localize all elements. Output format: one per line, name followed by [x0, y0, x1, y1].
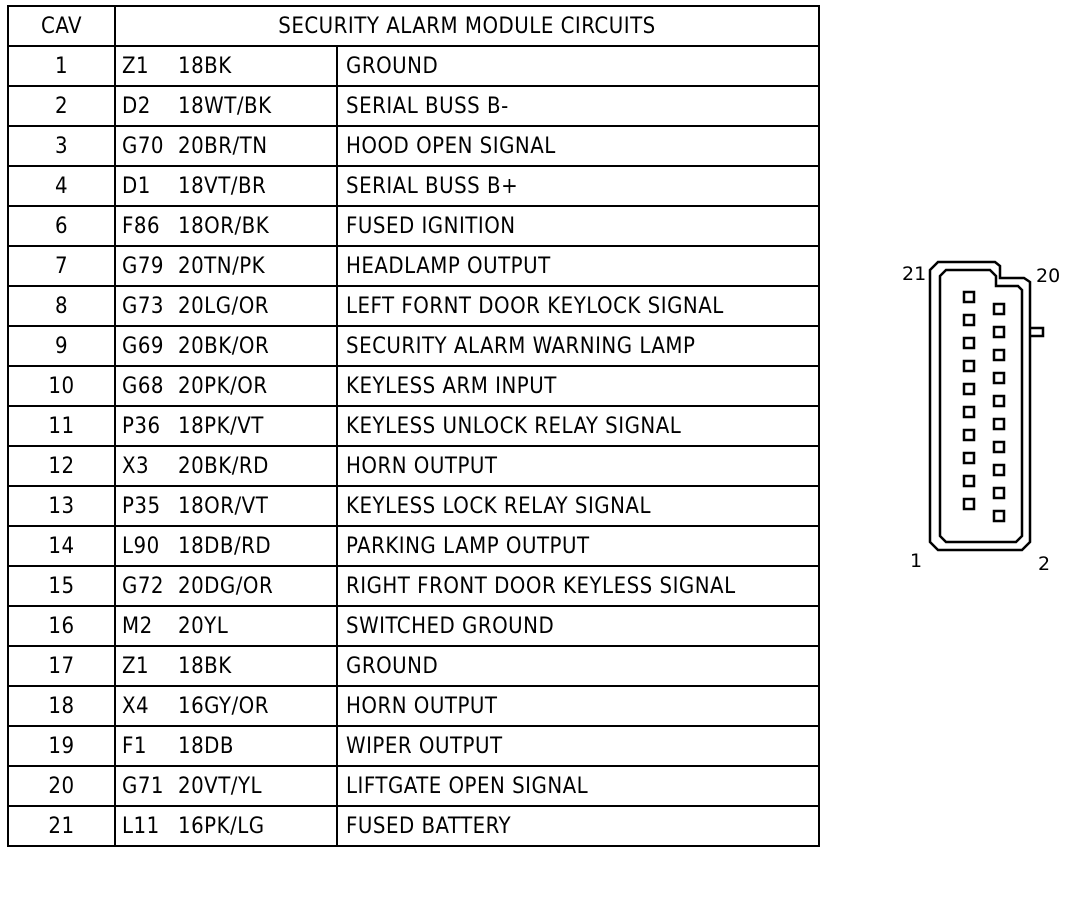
table-row	[8, 286, 819, 326]
function-cell: KEYLESS UNLOCK RELAY SIGNAL	[337, 406, 819, 446]
table-row	[8, 486, 819, 526]
table-row	[8, 646, 819, 686]
wire-color: 18DB	[178, 733, 235, 759]
wire-color: 20LG/OR	[178, 293, 270, 319]
wire-color: 18WT/BK	[178, 93, 272, 119]
cav-cell: 3	[8, 126, 115, 166]
pin-column-left	[964, 292, 974, 509]
cav-cell: 10	[8, 366, 115, 406]
function-cell: SERIAL BUSS B+	[337, 166, 819, 206]
table-row	[8, 406, 819, 446]
circuit-code: F86	[122, 213, 161, 239]
table-row	[8, 246, 819, 286]
wire-color: 20BK/RD	[178, 453, 269, 479]
cav-cell: 2	[8, 86, 115, 126]
wire-cell	[115, 406, 337, 446]
table-row	[8, 766, 819, 806]
circuit-code: Z1	[122, 53, 150, 79]
table-row	[8, 166, 819, 206]
table-row	[8, 46, 819, 86]
table-row	[8, 126, 819, 166]
circuit-code: D1	[122, 173, 151, 199]
circuit-code: X4	[122, 693, 150, 719]
function-cell: KEYLESS LOCK RELAY SIGNAL	[337, 486, 819, 526]
circuit-code: G70	[122, 133, 165, 159]
function-cell: SWITCHED GROUND	[337, 606, 819, 646]
table-row	[8, 446, 819, 486]
table-row	[8, 86, 819, 126]
circuit-table	[7, 5, 820, 847]
pin-right-3	[994, 350, 1004, 360]
connector-housing	[930, 262, 1043, 550]
pin-left-2	[964, 315, 974, 325]
wire-cell	[115, 806, 337, 846]
pin-right-2	[994, 327, 1004, 337]
pin-left-4	[964, 361, 974, 371]
cav-cell: 18	[8, 686, 115, 726]
cav-cell: 7	[8, 246, 115, 286]
cav-cell: 17	[8, 646, 115, 686]
function-cell: SERIAL BUSS B-	[337, 86, 819, 126]
pin-right-5	[994, 396, 1004, 406]
function-cell: GROUND	[337, 46, 819, 86]
wire-cell	[115, 446, 337, 486]
wire-cell	[115, 86, 337, 126]
table-row	[8, 726, 819, 766]
function-cell: HOOD OPEN SIGNAL	[337, 126, 819, 166]
wire-color: 18VT/BR	[178, 173, 267, 199]
cav-cell: 1	[8, 46, 115, 86]
function-cell: FUSED IGNITION	[337, 206, 819, 246]
wire-cell	[115, 326, 337, 366]
wire-color: 18OR/VT	[178, 493, 269, 519]
table-row	[8, 326, 819, 366]
wire-color: 18PK/VT	[178, 413, 264, 439]
cav-cell: 11	[8, 406, 115, 446]
circuit-code: G73	[122, 293, 165, 319]
wire-cell	[115, 726, 337, 766]
cav-cell: 15	[8, 566, 115, 606]
circuit-code: G79	[122, 253, 165, 279]
circuit-code: P36	[122, 413, 161, 439]
circuit-code: M2	[122, 613, 153, 639]
pin-right-10	[994, 511, 1004, 521]
wire-color: 18DB/RD	[178, 533, 272, 559]
cav-cell: 19	[8, 726, 115, 766]
cav-cell: 8	[8, 286, 115, 326]
pin-label-21: 21	[902, 263, 927, 285]
cav-cell: 4	[8, 166, 115, 206]
pin-left-7	[964, 430, 974, 440]
cav-cell: 14	[8, 526, 115, 566]
pin-left-5	[964, 384, 974, 394]
wire-color: 18OR/BK	[178, 213, 270, 239]
pin-label-20: 20	[1036, 265, 1061, 287]
function-cell: HORN OUTPUT	[337, 686, 819, 726]
wire-cell	[115, 166, 337, 206]
wire-color: 16PK/LG	[178, 813, 265, 839]
function-cell: GROUND	[337, 646, 819, 686]
circuit-code: Z1	[122, 653, 150, 679]
circuit-code: L90	[122, 533, 160, 559]
wire-cell	[115, 566, 337, 606]
wire-color: 20BR/TN	[178, 133, 268, 159]
wire-cell	[115, 46, 337, 86]
function-cell: SECURITY ALARM WARNING LAMP	[337, 326, 819, 366]
cav-cell: 6	[8, 206, 115, 246]
cav-cell: 16	[8, 606, 115, 646]
cav-cell: 20	[8, 766, 115, 806]
pin-left-9	[964, 476, 974, 486]
wire-color: 20BK/OR	[178, 333, 270, 359]
circuit-code: X3	[122, 453, 150, 479]
function-cell: LEFT FORNT DOOR KEYLOCK SIGNAL	[337, 286, 819, 326]
wire-color: 18BK	[178, 53, 232, 79]
circuit-code: P35	[122, 493, 161, 519]
wire-color: 20VT/YL	[178, 773, 263, 799]
pin-label-2: 2	[1038, 553, 1051, 575]
pin-right-4	[994, 373, 1004, 383]
function-cell: WIPER OUTPUT	[337, 726, 819, 766]
table-row	[8, 686, 819, 726]
wire-color: 20YL	[178, 613, 229, 639]
circuit-code: G68	[122, 373, 165, 399]
table-row	[8, 206, 819, 246]
header-title: SECURITY ALARM MODULE CIRCUITS	[115, 6, 819, 46]
table-row	[8, 806, 819, 846]
circuit-code: G69	[122, 333, 165, 359]
pin-right-8	[994, 465, 1004, 475]
wire-color: 20TN/PK	[178, 253, 266, 279]
wire-cell	[115, 126, 337, 166]
wire-cell	[115, 486, 337, 526]
pin-label-1: 1	[910, 550, 923, 572]
wire-color: 18BK	[178, 653, 232, 679]
connector-diagram	[890, 250, 1070, 590]
wire-color: 20PK/OR	[178, 373, 268, 399]
function-cell: LIFTGATE OPEN SIGNAL	[337, 766, 819, 806]
wire-cell	[115, 526, 337, 566]
circuit-code: G71	[122, 773, 165, 799]
wire-cell	[115, 206, 337, 246]
wire-cell	[115, 366, 337, 406]
header-cav: CAV	[8, 6, 115, 46]
pin-right-6	[994, 419, 1004, 429]
wire-cell	[115, 686, 337, 726]
function-cell: RIGHT FRONT DOOR KEYLESS SIGNAL	[337, 566, 819, 606]
table-row	[8, 566, 819, 606]
circuit-code: F1	[122, 733, 147, 759]
pin-left-10	[964, 499, 974, 509]
cav-cell: 13	[8, 486, 115, 526]
cav-cell: 21	[8, 806, 115, 846]
wire-cell	[115, 606, 337, 646]
pin-right-7	[994, 442, 1004, 452]
table-body	[8, 46, 819, 846]
pin-right-9	[994, 488, 1004, 498]
circuit-code: G72	[122, 573, 165, 599]
circuit-code: L11	[122, 813, 160, 839]
wire-cell	[115, 246, 337, 286]
function-cell: FUSED BATTERY	[337, 806, 819, 846]
function-cell: KEYLESS ARM INPUT	[337, 366, 819, 406]
wire-cell	[115, 646, 337, 686]
cav-cell: 9	[8, 326, 115, 366]
function-cell: HEADLAMP OUTPUT	[337, 246, 819, 286]
wire-color: 16GY/OR	[178, 693, 270, 719]
pin-left-8	[964, 453, 974, 463]
pin-left-6	[964, 407, 974, 417]
pin-left-1	[964, 292, 974, 302]
function-cell: PARKING LAMP OUTPUT	[337, 526, 819, 566]
pin-column-right	[994, 304, 1004, 521]
table-header-row	[8, 6, 819, 46]
wire-cell	[115, 286, 337, 326]
cav-cell: 12	[8, 446, 115, 486]
table-row	[8, 526, 819, 566]
circuit-code: D2	[122, 93, 151, 119]
table-row	[8, 366, 819, 406]
function-cell: HORN OUTPUT	[337, 446, 819, 486]
table-row	[8, 606, 819, 646]
pin-left-3	[964, 338, 974, 348]
wire-color: 20DG/OR	[178, 573, 274, 599]
pin-right-1	[994, 304, 1004, 314]
wire-cell	[115, 766, 337, 806]
